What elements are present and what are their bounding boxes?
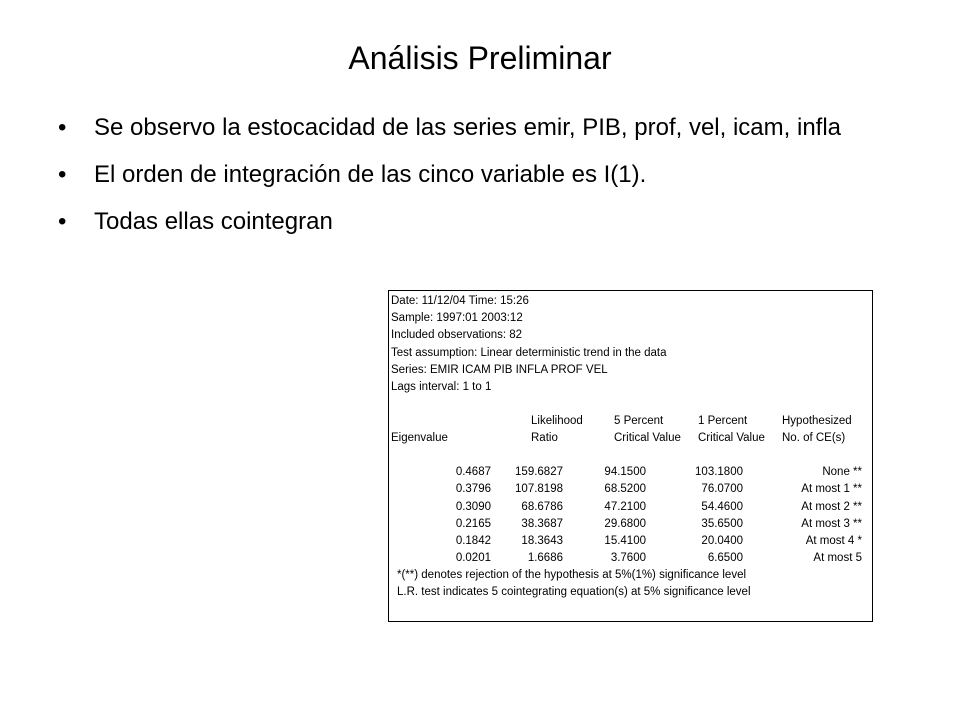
col-header-5pct: 5 Percent (614, 415, 664, 428)
critical-value-5-cell: 68.5200 (604, 483, 646, 496)
hypothesized-ce-cell: At most 3 ** (801, 517, 862, 530)
eigenvalue-cell: 0.1842 (455, 535, 491, 548)
critical-value-5-cell: 47.2100 (604, 500, 646, 513)
likelihood-ratio-cell: 1.6686 (527, 552, 563, 565)
bullet-text: Todas ellas cointegran (94, 208, 333, 235)
hypothesized-ce-cell: At most 5 (813, 552, 862, 565)
bullet-dot-icon: • (58, 161, 67, 188)
col-header-critical-value-1: Critical Value (698, 432, 765, 445)
bullet-dot-icon: • (58, 208, 67, 235)
bullet-item (58, 160, 898, 189)
critical-value-1-cell: 6.6500 (707, 552, 743, 565)
eigenvalue-cell: 0.3796 (455, 483, 491, 496)
bullet-item (58, 113, 898, 142)
bullet-text: Se observo la estocacidad de las series emir, PIB, prof, vel, icam, infla (94, 114, 842, 141)
slide-title: Análisis Preliminar (348, 40, 612, 76)
eigenvalue-cell: 0.2165 (455, 517, 491, 530)
likelihood-ratio-cell: 18.3643 (521, 535, 563, 548)
results-table (391, 413, 872, 563)
col-header-ratio: Ratio (531, 432, 558, 445)
footnote-lr-test: L.R. test indicates 5 cointegrating equation(s) at 5% significance level (397, 586, 751, 599)
output-lags: Lags interval: 1 to 1 (391, 381, 492, 394)
likelihood-ratio-cell: 38.3687 (521, 517, 563, 530)
bullet-item (58, 207, 898, 236)
output-sample: Sample: 1997:01 2003:12 (391, 312, 523, 325)
output-date-time: Date: 11/12/04 Time: 15:26 (391, 295, 529, 307)
col-header-critical-value-5: Critical Value (614, 432, 681, 445)
output-observations: Included observations: 82 (391, 329, 523, 342)
output-series: Series: EMIR ICAM PIB INFLA PROF VEL (391, 363, 608, 376)
critical-value-1-cell: 54.4600 (701, 500, 743, 513)
col-header-1pct: 1 Percent (698, 415, 748, 428)
eigenvalue-cell: 0.3090 (455, 500, 491, 513)
eigenvalue-cell: 0.4687 (455, 466, 491, 479)
eigenvalue-cell: 0.0201 (455, 552, 491, 565)
bullet-list (58, 113, 898, 254)
hypothesized-ce-cell: At most 2 ** (801, 500, 862, 513)
col-header-eigenvalue: Eigenvalue (391, 432, 448, 445)
critical-value-5-cell: 15.4100 (604, 535, 646, 548)
hypothesized-ce-cell: At most 1 ** (801, 483, 862, 496)
critical-value-1-cell: 103.1800 (695, 466, 743, 479)
critical-value-1-cell: 76.0700 (701, 483, 743, 496)
likelihood-ratio-cell: 159.6827 (515, 466, 563, 479)
footnote-rejection: *(**) denotes rejection of the hypothesis at 5%(1%) significance level (397, 569, 747, 582)
bullet-text: El orden de integración de las cinco variable es I(1). (94, 161, 647, 188)
col-header-hypothesized: Hypothesized (782, 415, 852, 428)
critical-value-5-cell: 29.6800 (604, 517, 646, 530)
hypothesized-ce-cell: At most 4 * (805, 535, 862, 548)
critical-value-5-cell: 3.7600 (610, 552, 646, 565)
likelihood-ratio-cell: 68.6786 (521, 500, 563, 513)
cointegration-test-output (388, 290, 873, 622)
critical-value-1-cell: 20.0400 (701, 535, 743, 548)
output-assumption: Test assumption: Linear deterministic trend in the data (391, 346, 667, 359)
col-header-no-of-ce: No. of CE(s) (782, 432, 846, 445)
critical-value-1-cell: 35.6500 (701, 517, 743, 530)
bullet-dot-icon: • (58, 114, 67, 141)
col-header-likelihood: Likelihood (531, 415, 583, 428)
critical-value-5-cell: 94.1500 (604, 466, 646, 479)
hypothesized-ce-cell: None ** (822, 466, 862, 479)
likelihood-ratio-cell: 107.8198 (515, 483, 563, 496)
